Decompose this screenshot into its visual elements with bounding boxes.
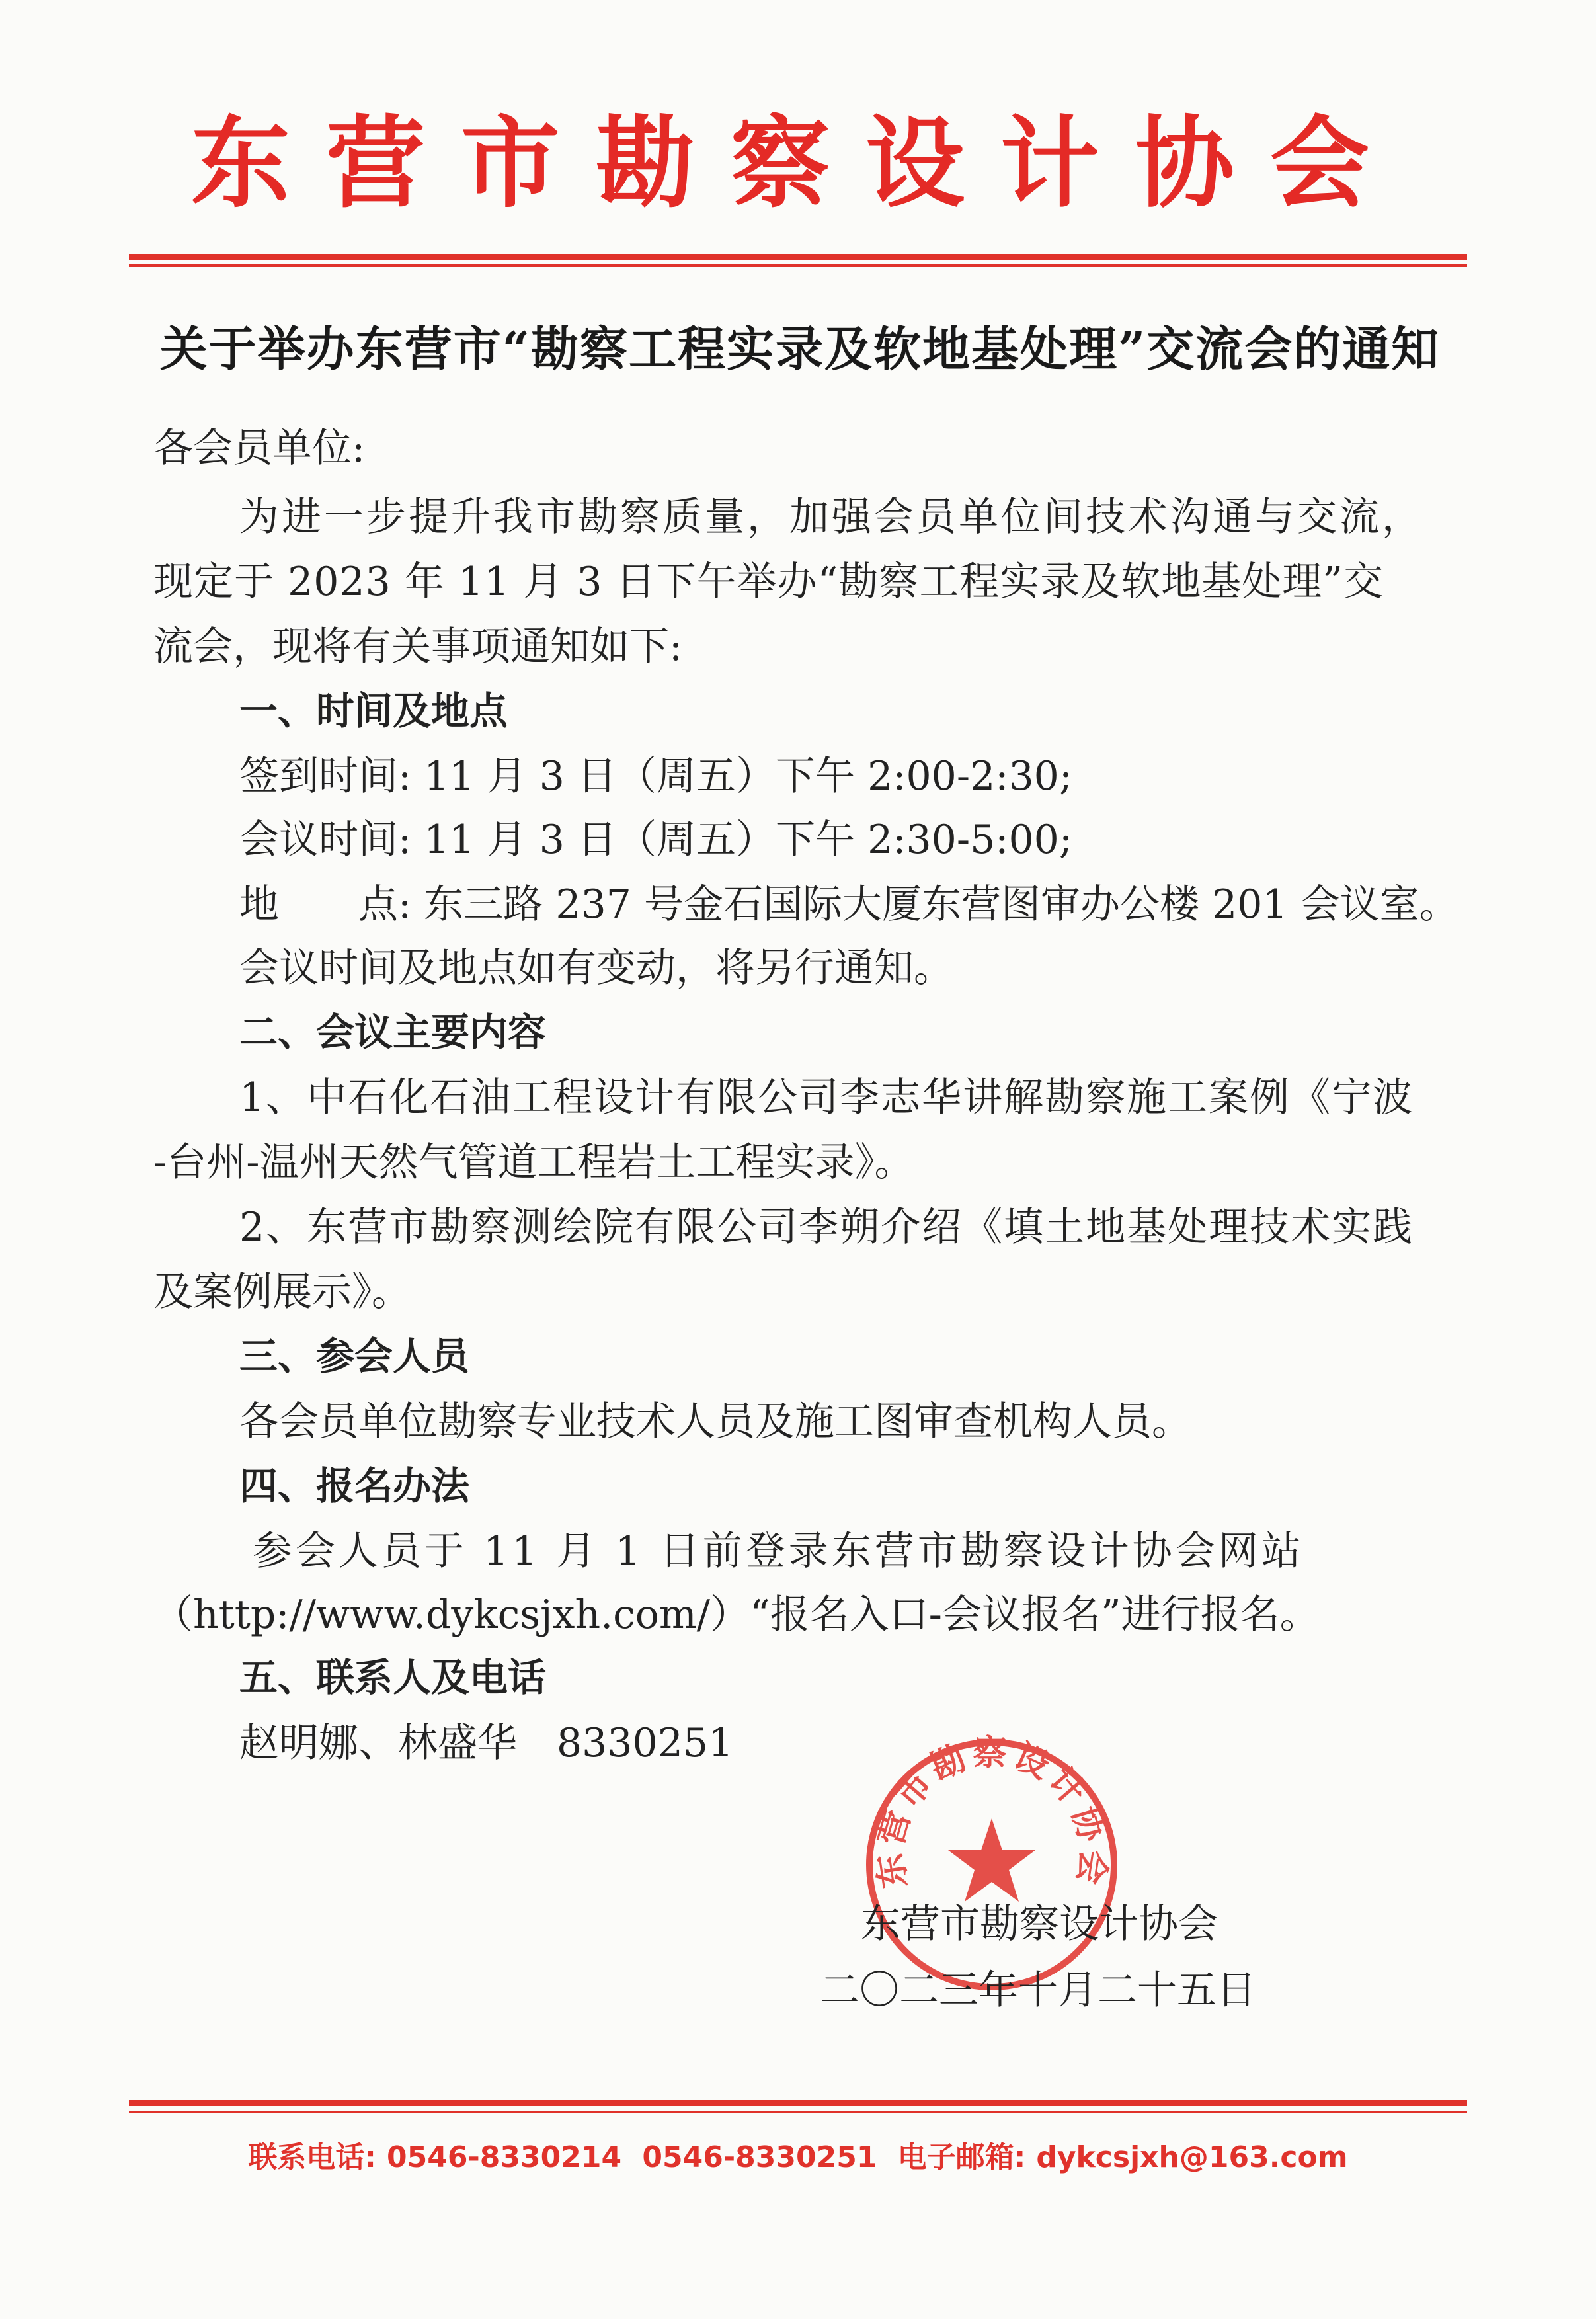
section-heading-registration: 四、报名办法: [239, 1463, 470, 1508]
section-line: 签到时间: 11 月 3 日（周五）下午 2:00-2:30;: [239, 753, 1073, 799]
section-line: 会议时间及地点如有变动，将另行通知。: [239, 945, 953, 991]
section-line: 参会人员于 11 月 1 日前登录东营市勘察设计协会网站: [253, 1528, 1304, 1574]
footer-rule-thick: [129, 2100, 1467, 2106]
section-line: 2、东营市勘察测绘院有限公司李朔介绍《填土地基处理技术实践: [239, 1204, 1414, 1250]
section-line: （http://www.dykcsjxh.com/）“报名入口-会议报名”进行报名。: [153, 1592, 1320, 1638]
notice-title: 关于举办东营市“勘察工程实录及软地基处理”交流会的通知: [159, 321, 1441, 377]
section-heading-attendees: 三、参会人员: [239, 1334, 470, 1379]
intro-line: 为进一步提升我市勘察质量，加强会员单位间技术沟通与交流，: [239, 494, 1424, 540]
section-heading-contact: 五、联系人及电话: [239, 1655, 547, 1700]
section-line: 各会员单位勘察专业技术人员及施工图审查机构人员。: [239, 1399, 1191, 1445]
intro-line: 流会，现将有关事项通知如下:: [153, 624, 683, 670]
section-line: 会议时间: 11 月 3 日（周五）下午 2:30-5:00;: [239, 817, 1073, 863]
footer-rule-thin: [129, 2111, 1467, 2113]
footer-contact: [0, 2133, 1596, 2176]
footer-phone-1: 0546-8330214: [387, 2140, 622, 2174]
header-rule-thick: [129, 254, 1467, 260]
salutation: 各会员单位:: [153, 425, 366, 471]
section-heading-content: 二、会议主要内容: [239, 1010, 547, 1055]
section-line: 地 点: 东三路 237 号金石国际大厦东营图审办公楼 201 会议室。: [239, 881, 1459, 928]
org-title: 东营市勘察设计协会: [190, 105, 1405, 222]
svg-text:东营市勘察设计协会: 东营市勘察设计协会: [869, 1733, 1114, 1891]
section-line: -台州-温州天然气管道工程岩土工程实录》。: [153, 1139, 914, 1186]
section-line: 赵明娜、林盛华 8330251: [239, 1720, 734, 1766]
header-rule-thin: [129, 264, 1467, 267]
intro-line: 现定于 2023 年 11 月 3 日下午举办“勘察工程实录及软地基处理”交: [153, 559, 1384, 605]
footer-phone-2: 0546-8330251: [642, 2140, 877, 2174]
section-line: 及案例展示》。: [153, 1269, 411, 1315]
signature-date: 二〇二三年十月二十五日: [820, 1967, 1256, 2014]
section-line: 1、中石化石油工程设计有限公司李志华讲解勘察施工案例《宁波: [239, 1075, 1414, 1121]
footer-email-label: 电子邮箱:: [897, 2140, 1026, 2174]
official-seal: [859, 1732, 1124, 1997]
footer-phone-label: 联系电话:: [248, 2140, 377, 2174]
footer-email: dykcsjxh@163.com: [1036, 2140, 1348, 2174]
signature-org: 东营市勘察设计协会: [861, 1901, 1218, 1947]
section-heading-time-place: 一、时间及地点: [239, 688, 508, 733]
